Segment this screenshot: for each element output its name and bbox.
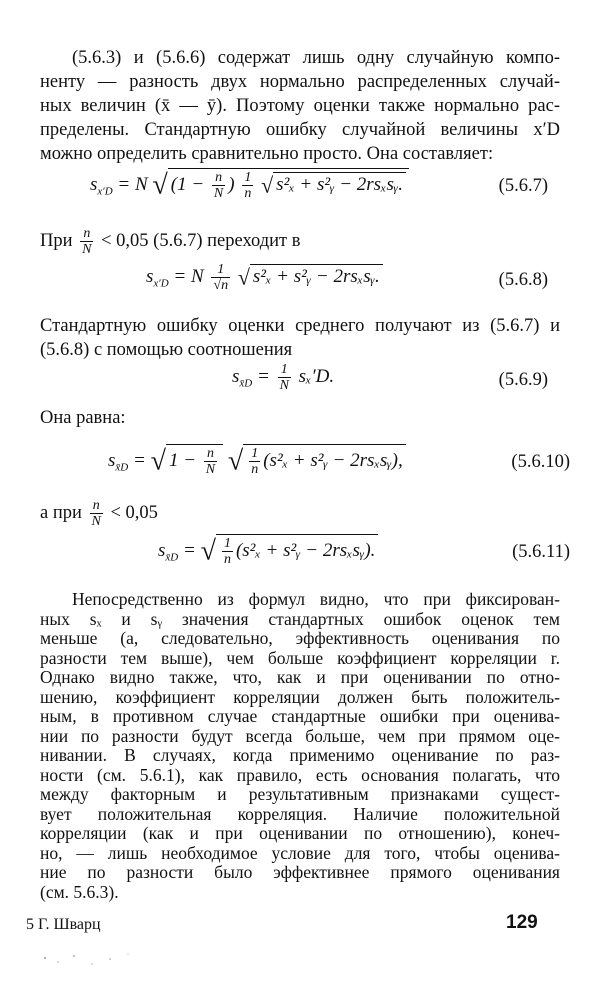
equation-5-6-7 — [0, 168, 600, 208]
equation-lhs-sub: x̄D — [165, 551, 179, 564]
text-line: Стандартную ошибку оценки среднего получают из (5.6.7) и — [40, 316, 560, 336]
sqrt-sign: √ — [200, 535, 216, 567]
fraction: $\frac{n}{N}$ — [213, 170, 224, 201]
sqrt-sign: √ — [261, 172, 274, 198]
print-specks — [40, 950, 160, 970]
paragraph-intro — [40, 46, 560, 166]
condition-suffix: < 0,05 — [110, 502, 158, 523]
equation-lhs-sub: x′D — [97, 185, 113, 198]
equation-5-6-10 — [0, 444, 600, 484]
text-line: шению, коэффициент корреляции должен быть положитель- — [40, 686, 560, 707]
text-line: Однако видно также, что, как и при оценивании по отно- — [40, 667, 560, 687]
equation-number: (5.6.7) — [498, 176, 548, 196]
paragraph-conclusion — [40, 590, 560, 902]
text-line: можно определить сравнительно просто. Она составляет: — [40, 144, 494, 164]
equation-number: (5.6.9) — [498, 370, 548, 390]
radical — [216, 534, 378, 567]
text-line: но, — лишь необходимое условие для того, чтобы оценива- — [40, 842, 560, 863]
fraction: $\frac{1}{N}$ — [279, 362, 289, 393]
fraction: $\frac{1}{n}$ — [251, 446, 259, 477]
condition-prefix: а при — [40, 502, 82, 523]
text-line: ных величин (x̄ — ȳ). Поэтому оценки также нормально рас- — [40, 96, 560, 116]
page-number: 129 — [506, 912, 538, 933]
condition-line — [40, 498, 158, 529]
sqrt-sign: √ — [227, 445, 244, 477]
text-line: нивании. В случаях, когда применимо оценивание по раз- — [40, 745, 560, 765]
equation-lhs-sub: x′D — [153, 277, 169, 290]
equation-equals: = N — [117, 173, 148, 195]
text-line: между факторным и результативным признаками сущест- — [40, 784, 560, 804]
sqrt-sign: √ — [152, 169, 168, 201]
fraction: $\frac{n}{N}$ — [91, 498, 101, 529]
text-line: (5.6.3) и (5.6.6) содержат лишь одну случайную компо- — [72, 48, 560, 68]
equation-lhs-sub: x̄D — [115, 461, 129, 474]
text-line: ных sₓ и sᵧ значения стандартных ошибок оценок тем — [40, 608, 560, 629]
text-line: меньше (а, следовательно, эффективность оценивания по — [40, 628, 560, 648]
equation-lhs: s — [158, 539, 166, 561]
equation-lhs: s — [232, 365, 240, 387]
fraction: $\frac{1}{√n}$ — [213, 262, 229, 293]
equation-number: (5.6.11) — [512, 542, 570, 562]
radical — [243, 444, 405, 477]
equation-number: (5.6.8) — [498, 270, 548, 290]
condition-suffix: < 0,05 (5.6.7) переходит в — [101, 230, 301, 251]
equation-lhs: s — [90, 173, 98, 195]
text-line: нии по разности будут всегда больше, чем при прямом оце- — [40, 725, 560, 746]
equation-equals: = — [256, 365, 270, 387]
text-line: разности тем выше), чем больше коэффициент корреляции r. — [40, 647, 560, 668]
text-line: вует положительная корреляция. Наличие положительной — [40, 803, 560, 824]
equation-5-6-11 — [0, 534, 600, 574]
paragraph-mean-error — [40, 314, 560, 362]
radicand: (s²ₓ + s²ᵧ − 2rsₓsᵧ). — [235, 539, 376, 561]
fraction: $\frac{1}{n}$ — [244, 170, 252, 201]
text-line: ненту — разность двух нормально распределенных случай- — [40, 72, 560, 92]
term: 1 − — [177, 173, 205, 195]
text-line: ным, в противном случае стандартные ошибки при оценива- — [40, 706, 560, 726]
text-line: ние по разности было эффективнее прямого оценивания — [40, 862, 560, 882]
text-line: Непосредственно из формул видно, что при фиксирован- — [72, 589, 560, 609]
radicand: s²ₓ + s²ᵧ − 2rsₓsᵧ. — [250, 264, 383, 288]
equation-lhs: s — [108, 449, 116, 471]
equation-number: (5.6.10) — [511, 452, 570, 472]
condition-prefix: При — [40, 230, 73, 251]
equation-equals: = — [132, 449, 146, 471]
equation-rhs: sₓ′D. — [298, 365, 335, 387]
radicand: s²ₓ + s²ᵧ − 2rsₓsᵧ. — [273, 172, 406, 196]
text-line: (см. 5.6.3). — [40, 881, 119, 902]
equation-5-6-9 — [0, 362, 600, 402]
condition-line — [40, 226, 300, 257]
text-line: Она равна: — [40, 408, 126, 428]
text-line: ности (см. 5.6.1), как правило, есть основания полагать, что — [40, 764, 560, 785]
text-line: (5.6.8) с помощью соотношения — [40, 340, 293, 360]
equation-equals: = — [182, 539, 196, 561]
radical-outer: (1 − $\frac{n}{N}$ ) $\frac{1}{n}$ √ s²ₓ + s²ᵧ − 2rsₓsᵧ. — [168, 168, 409, 201]
fraction: $\frac{1}{n}$ — [223, 536, 231, 567]
footer-signature: 5 Г. Шварц — [26, 916, 101, 933]
sqrt-sign: √ — [237, 264, 250, 290]
equation-5-6-8 — [0, 262, 600, 302]
fraction: $\frac{n}{N}$ — [82, 226, 92, 257]
text-line: корреляции (как и при оценивании по отношению), конеч- — [40, 823, 560, 843]
text-line: пределены. Стандартную ошибку случайной величины x′D — [40, 120, 560, 140]
fraction: $\frac{n}{N}$ — [205, 446, 216, 477]
equation-lhs: s — [146, 265, 154, 287]
equation-lhs-sub: x̄D — [239, 377, 253, 390]
sqrt-sign: √ — [150, 445, 166, 477]
equation-equals: = N — [173, 265, 204, 287]
radical: 1 − $\frac{n}{N}$ — [166, 444, 223, 477]
radicand: (s²ₓ + s²ᵧ − 2rsₓsᵧ), — [263, 449, 403, 471]
